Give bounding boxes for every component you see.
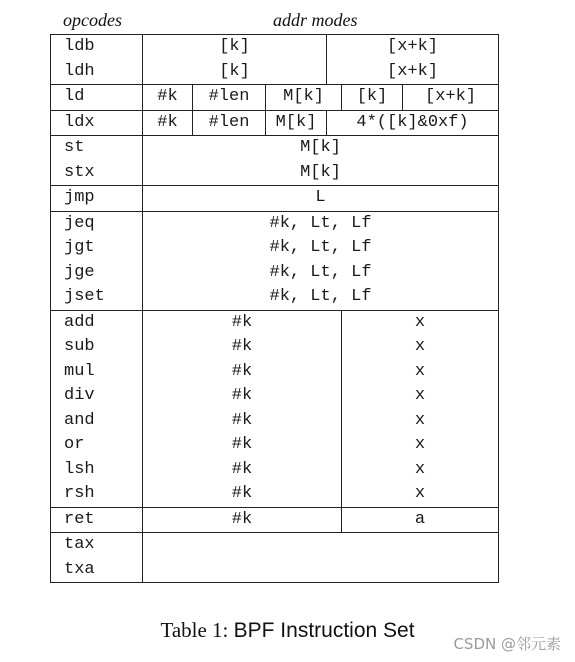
mode-cell: [k]	[342, 85, 403, 111]
table-row	[51, 110, 499, 136]
mode-cell: #k	[143, 507, 342, 533]
table-row	[51, 35, 499, 60]
opcode-cell: or	[51, 433, 143, 458]
mode-cell: [k]	[143, 60, 327, 85]
table-row	[51, 85, 499, 111]
table-row	[51, 236, 499, 261]
mode-cell: #k, Lt, Lf	[143, 285, 499, 310]
mode-cell: x	[342, 384, 499, 409]
table-row	[51, 310, 499, 335]
table-row	[51, 285, 499, 310]
opcode-cell: st	[51, 136, 143, 161]
mode-cell: #k, Lt, Lf	[143, 261, 499, 286]
opcode-cell: tax	[51, 533, 143, 558]
caption-label: Table 1:	[160, 618, 229, 642]
mode-cell: x	[342, 360, 499, 385]
opcode-cell: jmp	[51, 186, 143, 212]
mode-cell: #k	[143, 310, 342, 335]
mode-cell: #len	[193, 85, 266, 111]
mode-cell: x	[342, 482, 499, 507]
opcode-cell: ldh	[51, 60, 143, 85]
opcode-cell: txa	[51, 558, 143, 583]
table-row	[51, 360, 499, 385]
opcode-cell: and	[51, 409, 143, 434]
opcode-cell: stx	[51, 161, 143, 186]
opcode-cell: add	[51, 310, 143, 335]
opcode-cell: ldx	[51, 110, 143, 136]
mode-cell: [x+k]	[327, 35, 499, 60]
mode-cell: #k	[143, 360, 342, 385]
mode-cell	[143, 533, 499, 558]
mode-cell: [x+k]	[403, 85, 499, 111]
opcode-cell: lsh	[51, 458, 143, 483]
mode-cell: #k	[143, 409, 342, 434]
opcodes-header: opcodes	[63, 10, 122, 30]
opcode-cell: ld	[51, 85, 143, 111]
table-row	[51, 186, 499, 212]
mode-cell: [k]	[143, 35, 327, 60]
opcode-cell: mul	[51, 360, 143, 385]
caption-title: BPF Instruction Set	[233, 619, 415, 642]
mode-cell: #k	[143, 335, 342, 360]
addr-modes-header: addr modes	[273, 10, 358, 30]
opcode-cell: sub	[51, 335, 143, 360]
mode-cell: [x+k]	[327, 60, 499, 85]
mode-cell: #k	[143, 458, 342, 483]
mode-cell: #k, Lt, Lf	[143, 211, 499, 236]
mode-cell: L	[143, 186, 499, 212]
mode-cell: x	[342, 409, 499, 434]
opcode-cell: ret	[51, 507, 143, 533]
table-row	[51, 507, 499, 533]
opcode-cell: jge	[51, 261, 143, 286]
table-row	[51, 161, 499, 186]
bpf-instruction-table	[50, 34, 499, 583]
table-row	[51, 409, 499, 434]
table-row	[51, 261, 499, 286]
table-row	[51, 211, 499, 236]
table-row	[51, 335, 499, 360]
csdn-watermark: CSDN @邻元素	[453, 635, 561, 653]
mode-cell: #k	[143, 433, 342, 458]
table-row	[51, 558, 499, 583]
opcode-cell: rsh	[51, 482, 143, 507]
mode-cell: M[k]	[143, 136, 499, 161]
table-row	[51, 482, 499, 507]
table-row	[51, 60, 499, 85]
mode-cell: 4*([k]&0xf)	[327, 110, 499, 136]
opcode-cell: jeq	[51, 211, 143, 236]
opcode-cell: jset	[51, 285, 143, 310]
mode-cell: M[k]	[143, 161, 499, 186]
table-row	[51, 136, 499, 161]
mode-cell: a	[342, 507, 499, 533]
mode-cell: #k, Lt, Lf	[143, 236, 499, 261]
mode-cell: x	[342, 458, 499, 483]
mode-cell: x	[342, 310, 499, 335]
opcode-cell: div	[51, 384, 143, 409]
mode-cell: #len	[193, 110, 266, 136]
mode-cell: #k	[143, 110, 193, 136]
mode-cell: x	[342, 335, 499, 360]
opcode-cell: ldb	[51, 35, 143, 60]
mode-cell: M[k]	[266, 85, 342, 111]
opcode-cell: jgt	[51, 236, 143, 261]
mode-cell: M[k]	[266, 110, 327, 136]
table-row	[51, 533, 499, 558]
mode-cell: #k	[143, 384, 342, 409]
table-row	[51, 458, 499, 483]
mode-cell: #k	[143, 482, 342, 507]
table-row	[51, 384, 499, 409]
mode-cell: x	[342, 433, 499, 458]
mode-cell: #k	[143, 85, 193, 111]
table-row	[51, 433, 499, 458]
mode-cell	[143, 558, 499, 583]
